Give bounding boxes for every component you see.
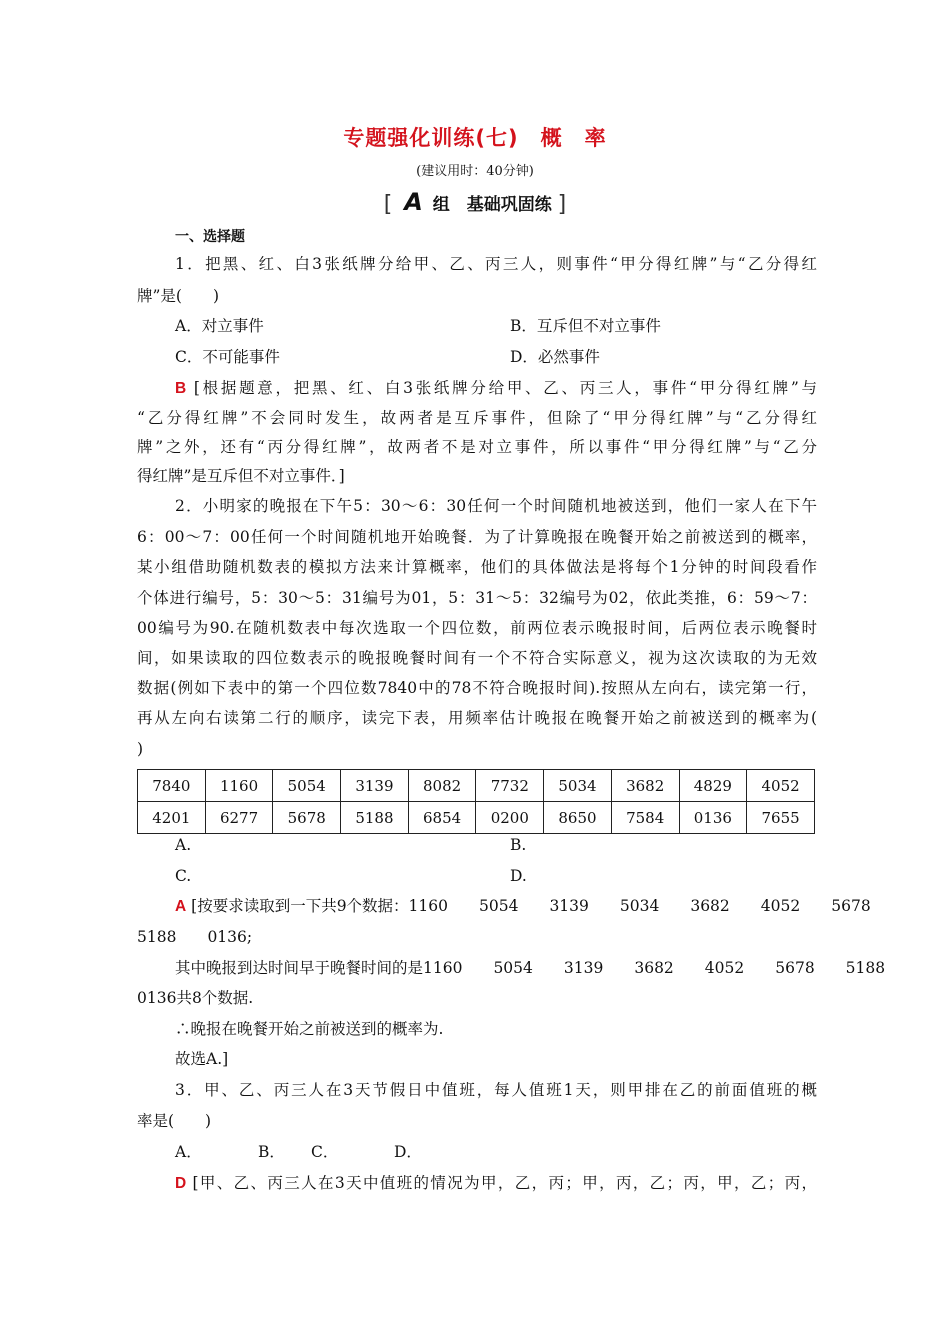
q1-explanation-line4: 得红牌”是互斥但不对立事件．] <box>137 467 345 485</box>
q1-option-d: D．必然事件 <box>510 348 600 366</box>
table-row <box>138 802 815 834</box>
table-cell: 4201 <box>138 802 206 834</box>
q1-explanation-line3: 牌”之外，还有“丙分得红牌”，故两者不是对立事件，所以事件“甲分得红牌”与“乙分 <box>137 438 817 456</box>
q2-explanation-line6: 故选A.] <box>175 1050 229 1068</box>
q3-option-a: A． <box>175 1143 202 1161</box>
q1-stem-line1: 1．把黑、红、白3张纸牌分给甲、乙、丙三人，则事件“甲分得红牌”与“乙分得红 <box>175 255 817 273</box>
table-cell: 5678 <box>273 802 341 834</box>
q1-option-a: A．对立事件 <box>175 317 264 335</box>
table-cell: 0200 <box>476 802 544 834</box>
section-heading: 一、选择题 <box>175 229 245 245</box>
table-cell: 5188 <box>341 802 409 834</box>
q3-option-b: B． <box>258 1143 285 1161</box>
q2-explanation-line3: 其中晚报到达时间早于晚餐时间的是1160 5054 3139 3682 4052 5678 5188 <box>175 959 886 977</box>
table-cell: 5034 <box>544 770 612 802</box>
table-cell: 3139 <box>341 770 409 802</box>
q2-explanation-line1 <box>175 896 871 917</box>
q2-explanation-line5: ∴晚报在晚餐开始之前被送到的概率为. <box>175 1020 444 1038</box>
q1-answer: B <box>175 380 187 397</box>
table-cell: 6854 <box>408 802 476 834</box>
table-cell: 4052 <box>747 770 815 802</box>
random-number-table <box>137 769 815 834</box>
suggested-time: (建议用时：40分钟) <box>416 164 534 179</box>
q2-option-d: D. <box>510 867 527 885</box>
table-cell: 6277 <box>205 802 273 834</box>
q2-option-a: A. <box>175 836 192 854</box>
q2-expl-text1: [按要求读取到一下共9个数据：1160 5054 3139 5034 3682 4052 5678 <box>191 897 871 915</box>
q1-explanation-line2: “乙分得红牌”不会同时发生，故两者是互斥事件，但除了“甲分得红牌”与“乙分得红 <box>137 409 817 427</box>
q2-stem-line3: 某小组借助随机数表的模拟方法来计算概率，他们的具体做法是将每个1分钟的时间段看作 <box>137 558 817 576</box>
q3-answer: D <box>175 1175 187 1192</box>
table-cell: 0136 <box>679 802 747 834</box>
table-cell: 7732 <box>476 770 544 802</box>
table-cell: 1160 <box>205 770 273 802</box>
group-title: 组 基础巩固练 <box>432 195 552 215</box>
table-cell: 8650 <box>544 802 612 834</box>
q3-stem-line2: 率是( ) <box>137 1112 212 1130</box>
q3-option-d: D． <box>394 1143 422 1161</box>
q1-option-c: C．不可能事件 <box>175 348 280 366</box>
q1-stem-line2: 牌”是( ) <box>137 287 220 305</box>
table-cell: 7584 <box>611 802 679 834</box>
group-letter: A <box>404 188 423 216</box>
q2-stem-line4: 个体进行编号，5：30～5：31编号为01，5：31～5：32编号为02，依此类推，6：59～7： <box>137 589 817 607</box>
q2-stem-line1: 2．小明家的晚报在下午5：30～6：30任何一个时间随机地被送到，他们一家人在下午 <box>175 497 817 515</box>
q3-expl-text1: [甲、乙、丙三人在3天中值班的情况为甲，乙，丙；甲，丙，乙；丙，甲，乙；丙， <box>192 1174 817 1192</box>
table-cell: 3682 <box>611 770 679 802</box>
q1-expl-text1: [根据题意，把黑、红、白3张纸牌分给甲、乙、丙三人，事件“甲分得红牌”与 <box>193 379 817 397</box>
q2-stem-line9: ) <box>137 740 144 758</box>
group-bracket-close: ] <box>557 192 567 217</box>
table-cell: 8082 <box>408 770 476 802</box>
q3-explanation-line1 <box>175 1173 817 1194</box>
group-heading <box>0 188 950 217</box>
table-cell: 7655 <box>747 802 815 834</box>
q1-explanation-line1 <box>175 378 817 399</box>
table-cell: 7840 <box>138 770 206 802</box>
table-cell: 4829 <box>679 770 747 802</box>
q2-answer: A <box>175 898 187 915</box>
q2-explanation-line2: 5188 0136; <box>137 928 253 946</box>
q2-explanation-line4: 0136共8个数据. <box>137 989 254 1007</box>
table-row <box>138 770 815 802</box>
table-cell: 5054 <box>273 770 341 802</box>
q3-option-c: C． <box>311 1143 339 1161</box>
q2-option-b: B. <box>510 836 527 854</box>
q2-stem-line5: 00编号为90.在随机数表中每次选取一个四位数，前两位表示晚报时间，后两位表示晚餐时 <box>137 619 817 637</box>
q2-stem-line6: 间，如果读取的四位数表示的晚报晚餐时间有一个不符合实际意义，视为这次读取的为无效 <box>137 649 817 667</box>
q1-option-b: B．互斥但不对立事件 <box>510 317 661 335</box>
q2-option-c: C. <box>175 867 192 885</box>
q2-stem-line7: 数据(例如下表中的第一个四位数7840中的78不符合晚报时间).按照从左向右，读完第一行， <box>137 679 817 697</box>
group-bracket-open: [ <box>383 192 393 217</box>
page-title: 专题强化训练(七) 概 率 <box>343 126 607 150</box>
q2-stem-line8: 再从左向右读第二行的顺序，读完下表，用频率估计晚报在晚餐开始之前被送到的概率为( <box>137 709 817 727</box>
q2-stem-line2: 6：00～7：00任何一个时间随机地开始晚餐．为了计算晚报在晚餐开始之前被送到的概率， <box>137 528 817 546</box>
q3-stem-line1: 3．甲、乙、丙三人在3天节假日中值班，每人值班1天，则甲排在乙的前面值班的概 <box>175 1081 817 1099</box>
